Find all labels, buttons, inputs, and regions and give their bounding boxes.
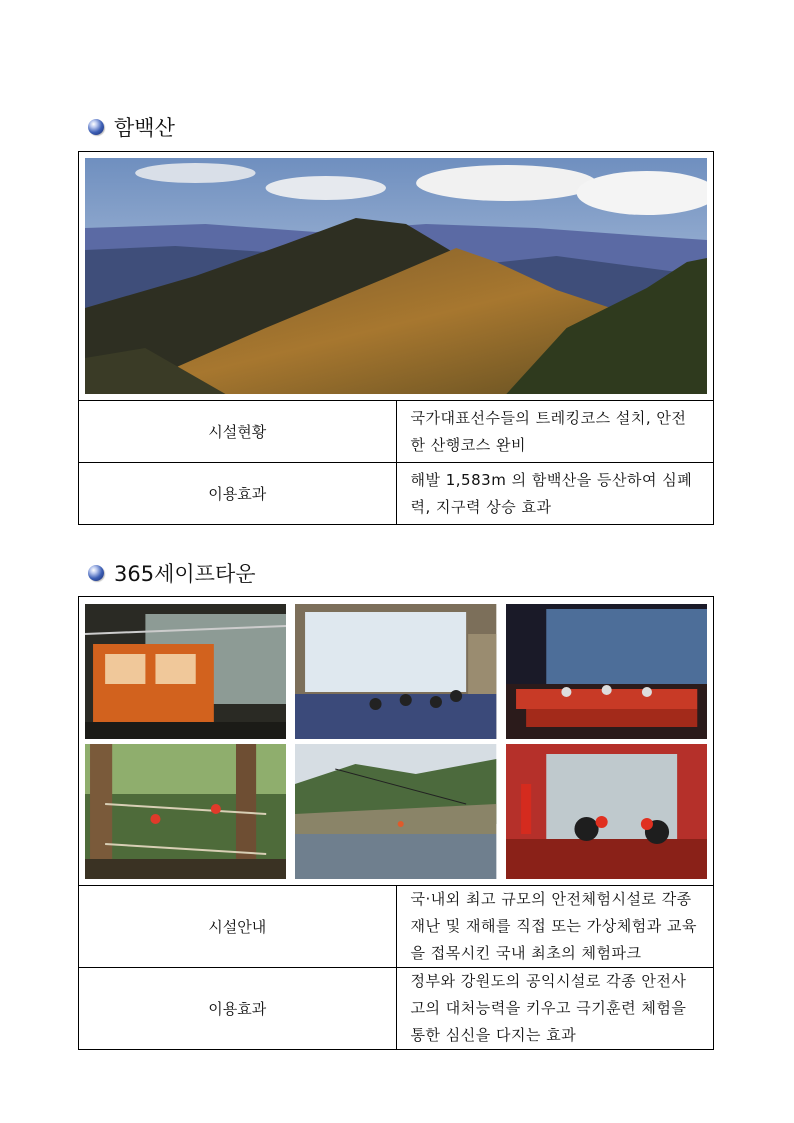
row-value: 해발 1,583m 의 함백산을 등산하여 심폐력, 지구력 상승 효과 <box>396 463 714 525</box>
row-value: 정부와 강원도의 공익시설로 각종 안전사고의 대처능력을 키우고 극기훈련 체험을 통한 심신을 다지는 효과 <box>396 968 714 1050</box>
photo-grid <box>85 604 707 879</box>
row-label: 이용효과 <box>79 968 397 1050</box>
section-title-hambaeksan <box>88 112 175 142</box>
row-value: 국가대표선수들의 트레킹코스 설치, 안전한 산행코스 완비 <box>396 401 714 463</box>
row-value: 국·내외 최고 규모의 안전체험시설로 각종 재난 및 재해를 직접 또는 가상체험과 교육을 접목시킨 국내 최초의 체험파크 <box>396 886 714 968</box>
simulation-room-photo <box>506 604 707 739</box>
row-label: 시설현황 <box>79 401 397 463</box>
safetown-table <box>78 596 714 1050</box>
section-title-safetown <box>88 558 256 588</box>
hambaeksan-table <box>78 151 714 525</box>
photo-grid-cell <box>79 597 714 886</box>
bullet-icon <box>88 565 104 581</box>
row-label: 이용효과 <box>79 463 397 525</box>
mountain-photo-cell <box>79 152 714 401</box>
mountain-photo <box>85 158 707 394</box>
theater-photo <box>295 604 496 739</box>
valley-zipline-photo <box>295 744 496 879</box>
bullet-icon <box>88 119 104 135</box>
row-label: 시설안내 <box>79 886 397 968</box>
fire-training-photo <box>506 744 707 879</box>
section-title-text: 함백산 <box>114 116 175 140</box>
section-title-text: 365세이프타운 <box>114 562 256 586</box>
cable-car-photo <box>85 604 286 739</box>
rope-course-photo <box>85 744 286 879</box>
